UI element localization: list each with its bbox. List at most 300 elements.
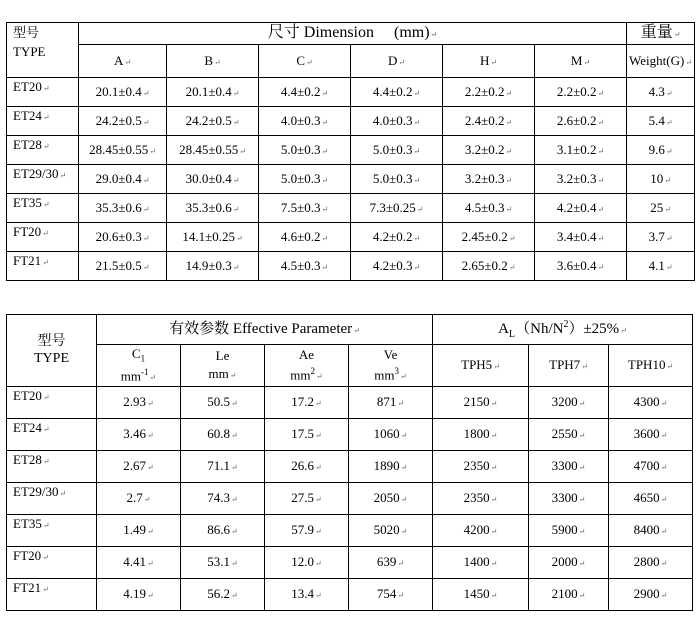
cell-value: 14.9±0.3: [185, 257, 232, 273]
column-label: C: [296, 52, 305, 68]
parameter-cell: [433, 419, 529, 451]
parameter-cell: [97, 515, 181, 547]
parameter-cell: [181, 451, 265, 483]
parameter-cell: [97, 547, 181, 579]
effective-col-header: [181, 345, 265, 387]
parameter-cell: [97, 579, 181, 611]
parameter-cell: [349, 579, 433, 611]
dimension-cell: [443, 136, 535, 165]
paragraph-mark: ↵: [581, 362, 588, 372]
paragraph-mark: ↵: [413, 146, 421, 156]
cell-value: 5900: [551, 522, 578, 538]
cell-value: 71.1: [207, 458, 231, 474]
paragraph-mark: ↵: [505, 204, 513, 214]
paragraph-mark: ↵: [315, 591, 322, 601]
type-value: ET35: [13, 195, 42, 210]
type-cell: [7, 515, 97, 547]
cell-value: 4.5±0.3: [464, 199, 505, 215]
cell-value: 14.1±0.25: [182, 228, 235, 244]
paragraph-mark: ↵: [400, 431, 408, 441]
cell-value: 7.3±0.25: [369, 199, 416, 215]
al-header: $A_L(Nh/N^2)\pm 25\%↵$: [433, 315, 693, 345]
column-unit: mm: [374, 367, 395, 383]
type-value: FT20: [13, 224, 42, 239]
column-unit: mm: [290, 367, 311, 383]
paragraph-mark: ↵: [665, 262, 673, 272]
paragraph-mark: ↵: [142, 117, 150, 127]
paragraph-mark: ↵: [400, 495, 408, 505]
dimension-cell: [259, 107, 351, 136]
cell-value: 5020: [373, 522, 400, 538]
paragraph-mark: ↵: [147, 527, 154, 537]
cell-value: 17.2: [291, 394, 315, 410]
paragraph-mark: ↵: [665, 88, 673, 98]
paragraph-mark: ↵: [400, 527, 408, 537]
cell-value: 30.0±0.4: [185, 170, 232, 186]
cell-value: 56.2: [207, 586, 231, 602]
weight-value: 10: [650, 170, 664, 186]
parameter-cell: [433, 451, 529, 483]
paragraph-mark: ↵: [231, 399, 238, 409]
type-value: ET29/30: [13, 166, 59, 181]
paragraph-mark: ↵: [321, 117, 329, 127]
column-label: M: [570, 52, 583, 68]
cell-value: 4.6±0.2: [280, 228, 321, 244]
parameter-cell: [433, 515, 529, 547]
parameter-cell: [529, 579, 609, 611]
parameter-cell: [433, 547, 529, 579]
parameter-cell: [265, 515, 349, 547]
type-value: ET20: [13, 388, 42, 403]
paragraph-mark: ↵: [660, 431, 668, 441]
cell-value: 2550: [551, 426, 578, 442]
weight-value: 4.3: [648, 83, 665, 99]
paragraph-mark: ↵: [42, 393, 50, 402]
paragraph-mark: ↵: [508, 262, 516, 272]
cell-value: 2.65±0.2: [461, 257, 508, 273]
paragraph-mark: ↵: [597, 233, 605, 243]
paragraph-mark: ↵: [660, 527, 668, 537]
table-row: [7, 252, 695, 281]
weight-cell: [627, 136, 695, 165]
cell-value: 4.41: [123, 554, 147, 570]
paragraph-mark: ↵: [42, 113, 50, 122]
parameter-cell: [433, 483, 529, 515]
dimension-cell: [259, 252, 351, 281]
weight-cell: [627, 252, 695, 281]
weight-col-header: [627, 45, 695, 78]
dimension-cell: [351, 223, 443, 252]
cell-value: 4.4±0.2: [280, 83, 321, 99]
dimension-cell: [443, 223, 535, 252]
paragraph-mark: ↵: [398, 57, 406, 67]
dimension-cell: [443, 107, 535, 136]
parameter-cell: [181, 387, 265, 419]
paragraph-mark: ↵: [660, 495, 668, 505]
paragraph-mark: ↵: [490, 57, 498, 67]
type-cell: [7, 165, 79, 194]
type-cell: [7, 252, 79, 281]
type-cell: [7, 107, 79, 136]
parameter-cell: [265, 483, 349, 515]
paragraph-mark: ↵: [490, 463, 498, 473]
parameter-cell: [349, 387, 433, 419]
paragraph-mark: ↵: [490, 399, 498, 409]
type-value: FT21: [13, 253, 42, 268]
paragraph-mark: ↵: [232, 175, 240, 185]
table-row: [7, 419, 693, 451]
cell-value: 20.6±0.3: [95, 228, 142, 244]
parameter-cell: [97, 419, 181, 451]
paragraph-mark: ↵: [321, 175, 329, 185]
paragraph-mark: ↵: [597, 88, 605, 98]
cell-value: 3300: [551, 490, 578, 506]
paragraph-mark: ↵: [583, 57, 591, 67]
type-cell: [7, 194, 79, 223]
paragraph-mark: ↵: [505, 88, 513, 98]
paragraph-mark: ↵: [147, 399, 154, 409]
paragraph-mark: ↵: [666, 362, 674, 372]
paragraph-mark: ↵: [42, 553, 49, 562]
parameter-cell: [609, 451, 693, 483]
paragraph-mark: ↵: [235, 233, 243, 243]
paragraph-mark: ↵: [59, 171, 67, 180]
parameter-cell: [97, 451, 181, 483]
parameter-cell: [265, 419, 349, 451]
paragraph-mark: ↵: [315, 431, 322, 441]
table-row: [7, 107, 695, 136]
paragraph-mark: ↵: [597, 175, 605, 185]
cell-value: 1060: [373, 426, 400, 442]
cell-value: 28.45±0.55: [89, 141, 149, 157]
weight-value: 3.7: [648, 228, 665, 244]
paragraph-mark: ↵: [578, 463, 586, 473]
dimension-cell: [79, 107, 167, 136]
dimension-cell: [167, 165, 259, 194]
paragraph-mark: ↵: [493, 362, 500, 372]
parameter-cell: [349, 547, 433, 579]
paragraph-mark: ↵: [231, 431, 238, 441]
paragraph-mark: ↵: [578, 527, 586, 537]
parameter-cell: [349, 419, 433, 451]
dimension-cell: [167, 223, 259, 252]
effective-col-header: [265, 345, 349, 387]
stray-dot: .: [6, 13, 8, 19]
parameter-cell: [349, 515, 433, 547]
paragraph-mark: ↵: [660, 463, 668, 473]
cell-value: 4.2±0.3: [372, 257, 413, 273]
paragraph-mark: ↵: [42, 200, 50, 209]
parameter-cell: [265, 451, 349, 483]
dimension-col-header: [167, 45, 259, 78]
cell-value: 3200: [551, 394, 578, 410]
cell-value: 2350: [463, 490, 490, 506]
cell-value: 13.4: [291, 586, 315, 602]
paragraph-mark: ↵: [490, 591, 498, 601]
cell-value: 4700: [633, 458, 660, 474]
cell-value: 2.2±0.2: [464, 83, 505, 99]
cell-value: 5.0±0.3: [280, 170, 321, 186]
cell-value: 35.3±0.6: [95, 199, 142, 215]
paragraph-mark: ↵: [597, 262, 605, 272]
parameter-cell: [529, 483, 609, 515]
cell-value: 35.3±0.6: [185, 199, 232, 215]
cell-value: 24.2±0.5: [185, 112, 232, 128]
type-value: ET24: [13, 108, 42, 123]
cell-value: 27.5: [291, 490, 315, 506]
dimension-cell: [79, 252, 167, 281]
cell-value: 3.6±0.4: [556, 257, 597, 273]
al-col-header: [609, 345, 693, 387]
dimension-cell: [79, 136, 167, 165]
paragraph-mark: ↵: [490, 495, 498, 505]
paragraph-mark: ↵: [231, 591, 238, 601]
parameter-cell: [609, 515, 693, 547]
column-label: TPH5: [461, 357, 493, 373]
cell-value: 74.3: [207, 490, 231, 506]
parameter-cell: [181, 579, 265, 611]
parameter-cell: [181, 419, 265, 451]
cell-value: 4650: [633, 490, 660, 506]
type-cell: [7, 547, 97, 579]
paragraph-mark: ↵: [660, 399, 668, 409]
dimension-cell: [535, 78, 627, 107]
cell-value: 4.19: [123, 586, 147, 602]
column-label: TPH10: [627, 357, 666, 373]
paragraph-mark: ↵: [413, 262, 421, 272]
paragraph-mark: ↵: [578, 399, 586, 409]
paragraph-mark: ↵: [413, 233, 421, 243]
dimension-cell: [351, 136, 443, 165]
dimension-cell: [259, 165, 351, 194]
paragraph-mark: ↵: [231, 559, 238, 569]
paragraph-mark: ↵: [505, 146, 513, 156]
paragraph-mark: ↵: [321, 262, 329, 272]
paragraph-mark: ↵: [664, 204, 671, 214]
table-row: [7, 165, 695, 194]
paragraph-mark: ↵: [42, 229, 49, 238]
column-name: C: [131, 345, 141, 361]
paragraph-mark: ↵: [232, 262, 240, 272]
paragraph-mark: ↵: [239, 146, 246, 156]
cell-value: 5.0±0.3: [280, 141, 321, 157]
al-col-header: [433, 345, 529, 387]
type-cell: [7, 483, 97, 515]
effective-col-header: [349, 345, 433, 387]
paragraph-mark: ↵: [413, 175, 421, 185]
parameter-column-header-row: [7, 345, 693, 387]
paragraph-mark: ↵: [416, 204, 424, 214]
table-row: [7, 78, 695, 107]
dimension-cell: [167, 78, 259, 107]
cell-value: 4.0±0.3: [372, 112, 413, 128]
cell-value: 29.0±0.4: [95, 170, 142, 186]
cell-value: 2.4±0.2: [464, 112, 505, 128]
column-name: Le: [215, 348, 230, 364]
paragraph-mark: ↵: [505, 175, 513, 185]
dimension-cell: [167, 107, 259, 136]
dimension-cell: [79, 78, 167, 107]
parameter-cell: [349, 451, 433, 483]
weight-cell: [627, 165, 695, 194]
paragraph-mark: ↵: [685, 57, 693, 67]
dimension-cell: [535, 107, 627, 136]
paragraph-mark: ↵: [490, 527, 498, 537]
type-value: FT20: [13, 548, 42, 563]
paragraph-mark: ↵: [229, 371, 237, 380]
table-row: [7, 451, 693, 483]
cell-value: 8400: [633, 522, 660, 538]
parameter-table-body: [7, 387, 693, 611]
type-cell: [7, 78, 79, 107]
paragraph-mark: ↵: [505, 117, 513, 127]
paragraph-mark: ↵: [42, 258, 49, 267]
paragraph-mark: ↵: [397, 399, 405, 409]
parameter-cell: [181, 483, 265, 515]
parameter-cell: [609, 419, 693, 451]
paragraph-mark: ↵: [213, 57, 221, 67]
effective-parameter-header: 有效参数 Effective Parameter↵: [97, 315, 433, 345]
column-label: B: [204, 52, 213, 68]
cell-value: 50.5: [207, 394, 231, 410]
column-unit: mm: [120, 368, 142, 384]
cell-value: 4.4±0.2: [372, 83, 413, 99]
paragraph-mark: ↵: [149, 373, 157, 383]
dimension-cell: [351, 252, 443, 281]
parameter-cell: [529, 451, 609, 483]
paragraph-mark: ↵: [315, 527, 322, 537]
cell-value: 2150: [463, 394, 490, 410]
paragraph-mark: ↵: [142, 233, 150, 243]
type-cell: [7, 579, 97, 611]
paragraph-mark: ↵: [578, 591, 586, 601]
dimension-cell: [259, 223, 351, 252]
cell-value: 3.4±0.4: [556, 228, 597, 244]
paragraph-mark: ↵: [321, 146, 329, 156]
cell-value: 21.5±0.5: [95, 257, 142, 273]
paragraph-mark: ↵: [42, 84, 50, 93]
paragraph-mark: ↵: [400, 372, 407, 382]
paragraph-mark: ↵: [321, 204, 329, 214]
cell-value: 17.5: [291, 426, 315, 442]
parameter-cell: [181, 515, 265, 547]
dimension-column-header-row: [7, 45, 695, 78]
type-cell: [7, 451, 97, 483]
cell-value: 2.2±0.2: [556, 83, 597, 99]
cell-value: 3.46: [123, 426, 147, 442]
type-cell: [7, 419, 97, 451]
column-label: H: [479, 52, 490, 68]
paragraph-mark: ↵: [597, 117, 605, 127]
paragraph-mark: ↵: [305, 57, 313, 67]
table-row: [7, 483, 693, 515]
paragraph-mark: ↵: [660, 591, 668, 601]
cell-value: 1400: [463, 554, 490, 570]
cell-value: 3300: [551, 458, 578, 474]
weight-cell: [627, 78, 695, 107]
paragraph-mark: ↵: [660, 559, 668, 569]
column-name: Ae: [298, 346, 315, 362]
paragraph-mark: ↵: [142, 204, 150, 214]
dimension-cell: [443, 78, 535, 107]
type-value: ET29/30: [13, 484, 59, 499]
dimension-col-header: [259, 45, 351, 78]
cell-value: 3.2±0.3: [556, 170, 597, 186]
paragraph-mark: ↵: [231, 527, 238, 537]
cell-value: 1.49: [123, 522, 147, 538]
paragraph-mark: ↵: [315, 399, 322, 409]
column-unit-superscript: 2: [310, 365, 316, 376]
dimension-cell: [167, 136, 259, 165]
table-row: [7, 387, 693, 419]
paragraph-mark: ↵: [316, 372, 323, 382]
parameter-cell: [97, 387, 181, 419]
cell-value: 4.0±0.3: [280, 112, 321, 128]
paragraph-mark: ↵: [664, 175, 671, 185]
weight-cell: [627, 194, 695, 223]
weight-value: 5.4: [648, 112, 665, 128]
param-type-label-cn: 型号: [37, 334, 66, 350]
dimension-cell: [167, 194, 259, 223]
type-value: ET28: [13, 452, 42, 467]
dimension-cell: [443, 194, 535, 223]
dimension-cell: [259, 78, 351, 107]
cell-value: 4.5±0.3: [280, 257, 321, 273]
paragraph-mark: ↵: [413, 88, 421, 98]
table-row: [7, 547, 693, 579]
cell-value: 4200: [463, 522, 490, 538]
paragraph-mark: ↵: [578, 495, 586, 505]
column-name: Ve: [383, 346, 398, 362]
column-name-subscript: 1: [140, 353, 146, 364]
paragraph-mark: ↵: [231, 463, 238, 473]
cell-value: 26.6: [291, 458, 315, 474]
type-cell: [7, 223, 79, 252]
paragraph-mark: ↵: [232, 117, 240, 127]
type-cell: [7, 387, 97, 419]
cell-value: 57.9: [291, 522, 315, 538]
column-label: Weight(G): [629, 52, 685, 68]
paragraph-mark: ↵: [578, 559, 586, 569]
weight-value: 25: [650, 199, 664, 215]
paragraph-mark: ↵: [315, 495, 322, 505]
cell-value: 12.0: [291, 554, 315, 570]
parameter-cell: [265, 547, 349, 579]
parameter-cell: [609, 547, 693, 579]
dimension-cell: [535, 194, 627, 223]
dimension-cell: [167, 252, 259, 281]
cell-value: 3.2±0.3: [464, 170, 505, 186]
paragraph-mark: ↵: [124, 57, 132, 67]
cell-value: 3.2±0.2: [464, 141, 505, 157]
dimension-cell: [79, 165, 167, 194]
cell-value: 1800: [463, 426, 490, 442]
table-row: [7, 515, 693, 547]
parameter-cell: [433, 579, 529, 611]
dimension-cell: [259, 136, 351, 165]
column-unit-superscript: 3: [394, 365, 400, 376]
dimension-cell: [535, 136, 627, 165]
effective-col-header: [97, 345, 181, 387]
cell-value: 5.0±0.3: [372, 170, 413, 186]
dimension-cell: [443, 165, 535, 194]
column-label: TPH7: [549, 357, 581, 373]
cell-value: 2.93: [123, 394, 147, 410]
param-type-label-en: TYPE: [34, 350, 69, 366]
paragraph-mark: ↵: [321, 233, 329, 243]
type-value: FT21: [13, 580, 42, 595]
dimension-cell: [259, 194, 351, 223]
